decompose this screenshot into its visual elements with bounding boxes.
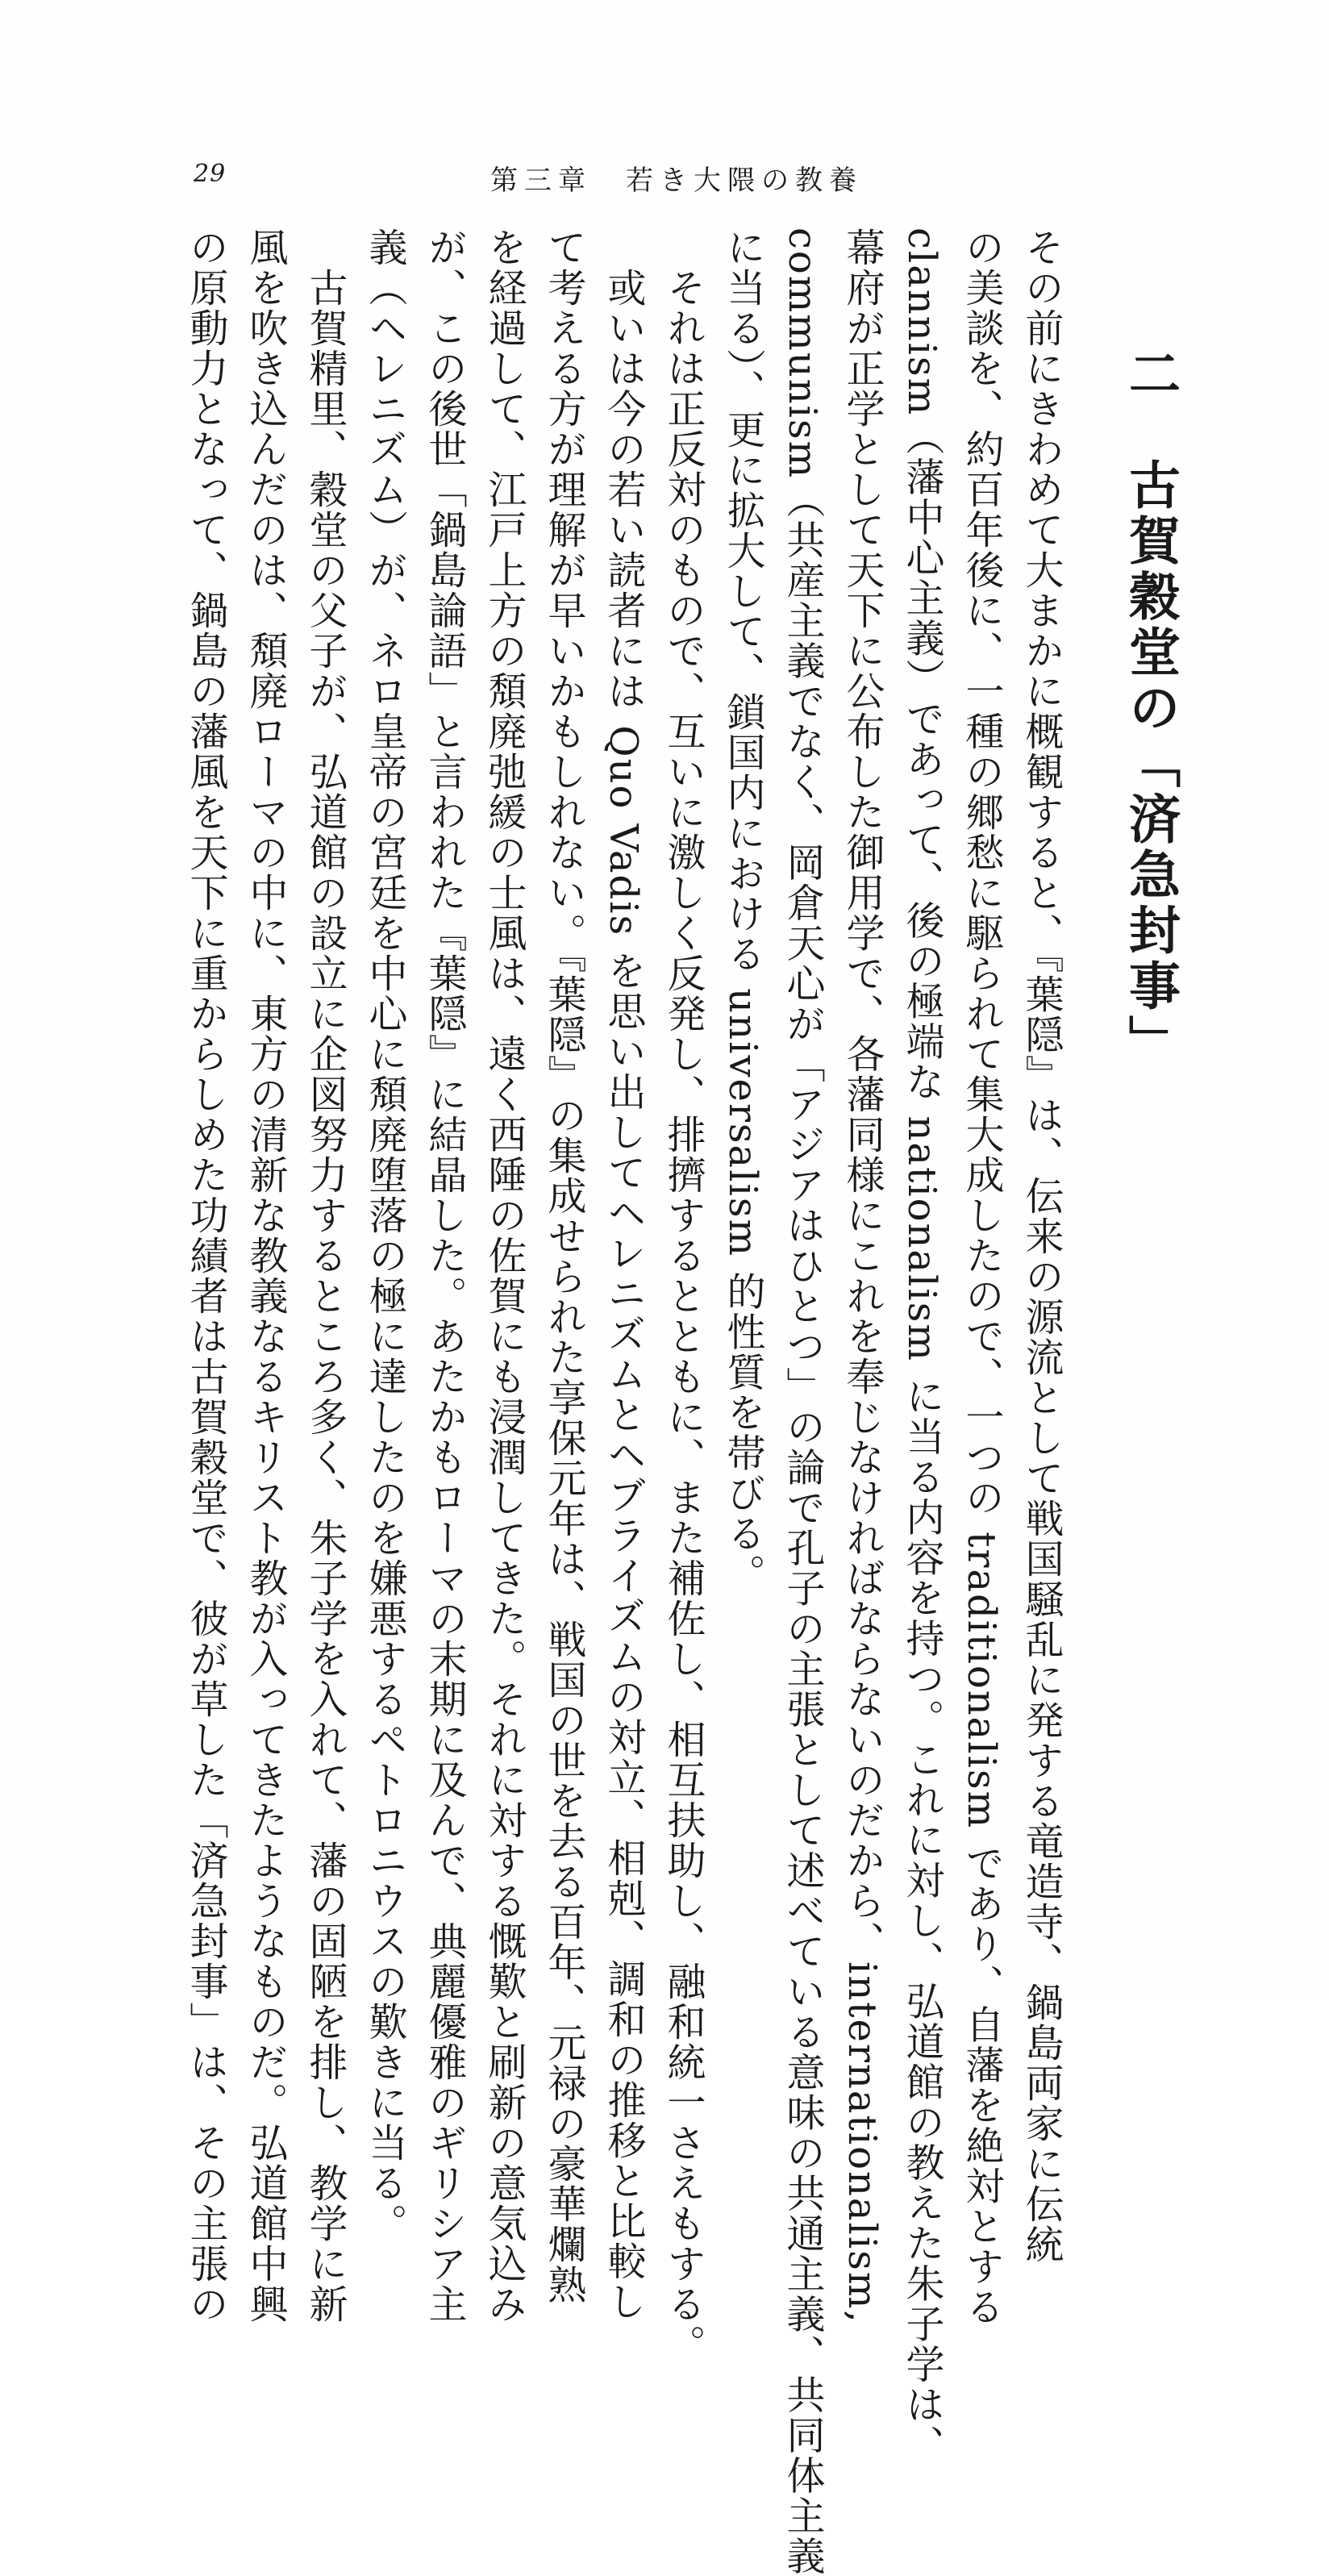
text-line: clannism（藩中心主義）であって、後の極端な nationalism に当る内容を持つ。これに対し、弘道館の教えた朱子学は、 <box>899 227 944 2466</box>
text-line: が、この後世「鍋島論語」と言われた『葉隠』に結晶した。あたかもローマの末期に及んで、典麗優雅のギリシア主 <box>422 227 467 2324</box>
text-line: を経過して、江戸上方の頽廃弛緩の士風は、遠く西陲の佐賀にも浸潤してきた。それに対する慨歎と刷新の意気込み <box>481 227 527 2324</box>
text-line: communism（共産主義でなく、岡倉天心が「アジアはひとつ」の論で孔子の主張として述べている意味の共通主義、共同体主義 <box>780 227 825 2576</box>
text-line: 義（ヘレニズム）が、ネロ皇帝の宮廷を中心に頽廃堕落の極に達したのを嫌悪するペトロニウスの歎きに当る。 <box>362 227 407 2244</box>
section-heading: 二 古賀穀堂の「済急封事」 <box>1120 347 1181 1070</box>
text-line: の美談を、約百年後に、一種の郷愁に駆られて集大成したので、一つの traditionalism であり、自藩を絶対とする <box>959 227 1004 2328</box>
page-number: 29 <box>194 160 227 188</box>
text-line: その前にきわめて大まかに概観すると、『葉隠』は、伝来の源流として戦国騒乱に発する竜造寺、鍋島両家に伝統 <box>1019 227 1064 2265</box>
text-line: て考える方が理解が早いかもしれない。『葉隠』の集成せられた享保元年は、戦国の世を去る百年、元禄の豪華爛熟 <box>541 227 586 2305</box>
text-line: の原動力となって、鍋島の藩風を天下に重からしめた功績者は古賀穀堂で、彼が草した「済急封事」は、その主張の <box>183 227 228 2324</box>
text-line: 風を吹き込んだのは、頽廃ローマの中に、東方の清新な教義なるキリスト教が入ってきたようなものだ。弘道館中興 <box>243 227 288 2324</box>
text-line: に当る）、更に拡大して、鎖国内における universalism 的性質を帯びる。 <box>720 227 765 1594</box>
text-line: それは正反対のもので、互いに激しく反発し、排擠するとともに、また補佐し、相互扶助し、融和統一さえもする。 <box>660 268 706 2365</box>
body-text <box>176 227 1071 2576</box>
text-line: 古賀精里、穀堂の父子が、弘道館の設立に企図努力するところ多く、朱子学を入れて、藩の固陋を排し、教学に新 <box>302 268 348 2324</box>
text-line: 幕府が正学として天下に公布した御用学で、各藩同様にこれを奉じなければならないのだから、internationalism, <box>839 227 885 2324</box>
text-line: 或いは今の若い読者には Quo Vadis を思い出してヘレニズムとヘブライズムの対立、相剋、調和の推移と比較し <box>601 268 646 2322</box>
running-title: 第三章 若き大隈の教養 <box>490 165 863 197</box>
